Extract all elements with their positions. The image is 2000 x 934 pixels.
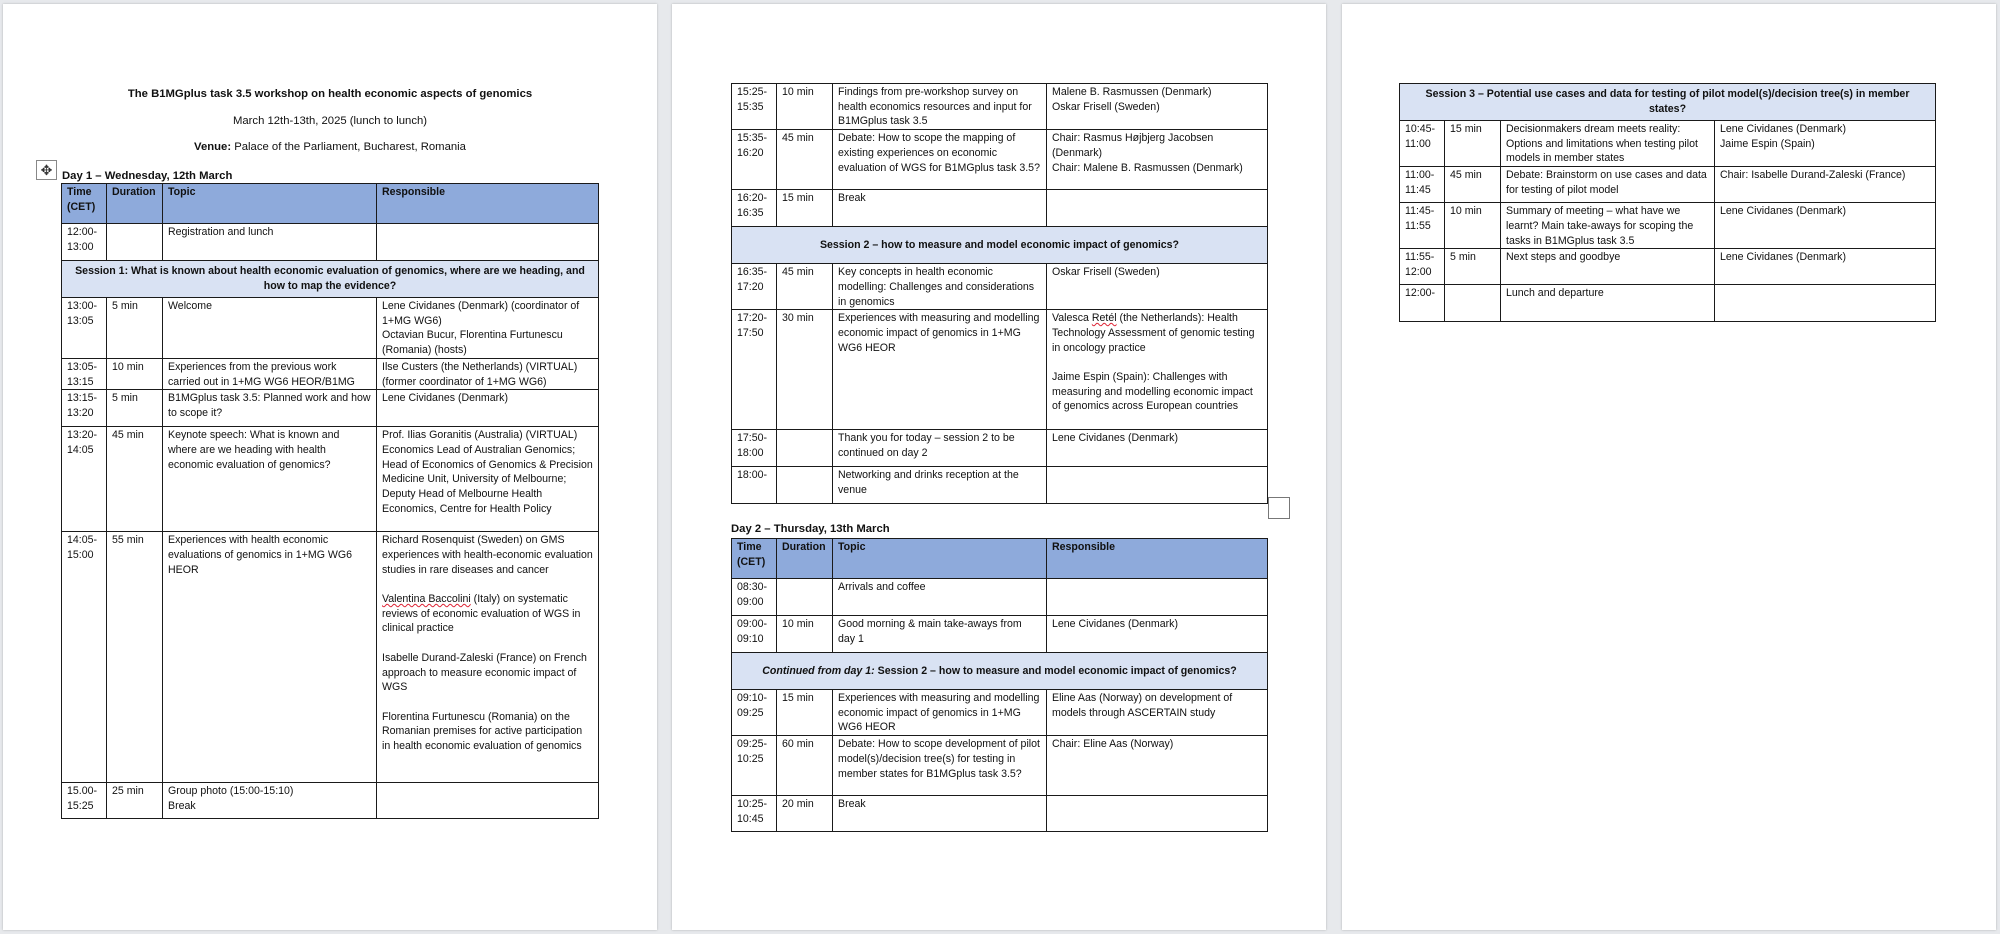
cell-responsible[interactable]: Oskar Frisell (Sweden)	[1047, 264, 1268, 310]
cell-time[interactable]: 13:05-13:15	[62, 358, 107, 389]
day2-schedule-table	[731, 538, 1268, 832]
cell-duration[interactable]: 15 min	[777, 690, 833, 736]
venue-label: Venue:	[194, 141, 232, 153]
table-row	[62, 532, 599, 783]
cell-responsible[interactable]	[377, 224, 599, 261]
cell-time[interactable]: 13:20-14:05	[62, 427, 107, 532]
cell-responsible[interactable]	[1047, 796, 1268, 832]
document-page-3	[1342, 4, 1996, 930]
table-header-row	[62, 184, 599, 224]
table-row	[62, 224, 599, 261]
session-row	[732, 653, 1268, 690]
cell-duration[interactable]	[107, 224, 163, 261]
table-row	[732, 310, 1268, 430]
table-row	[1400, 121, 1936, 167]
document-venue	[3, 141, 657, 153]
header-responsible: Responsible	[377, 184, 599, 224]
cell-duration[interactable]: 10 min	[777, 616, 833, 653]
table-row	[732, 616, 1268, 653]
cell-time[interactable]: 09:10-09:25	[732, 690, 777, 736]
cell-topic[interactable]: Debate: How to scope the mapping of existing experiences on economic evaluation of WGS for B1MGplus task 3.5?	[833, 130, 1047, 190]
cell-duration[interactable]: 45 min	[107, 427, 163, 532]
cell-responsible[interactable]: Lene Cividanes (Denmark)	[377, 390, 599, 427]
table-row	[732, 467, 1268, 504]
cell-time[interactable]: 15:25-15:35	[732, 84, 777, 130]
session-row	[62, 261, 599, 298]
cell-time[interactable]: 10:45-11:00	[1400, 121, 1445, 167]
day2-heading: Day 2 – Thursday, 13th March	[731, 523, 890, 535]
cell-duration[interactable]: 10 min	[777, 84, 833, 130]
cell-responsible[interactable]: Lene Cividanes (Denmark)	[1047, 430, 1268, 467]
responsible-line: Chair: Malene B. Rasmussen (Denmark)	[1052, 161, 1243, 174]
day1-heading: Day 1 – Wednesday, 12th March	[62, 170, 233, 182]
responsible-line: Lene Cividanes (Denmark) (coordinator of 1+MG WG6)	[382, 300, 580, 327]
spellcheck-word: Valentina Baccolini	[382, 593, 471, 606]
cell-topic[interactable]: B1MGplus task 3.5: Planned work and how to scope it?	[163, 390, 377, 427]
cell-time[interactable]: 12:00-	[1400, 285, 1445, 322]
session1-title[interactable]: Session 1: What is known about health economic evaluation of genomics, where are we heading, and how to map the evidence?	[62, 261, 599, 298]
session2-title[interactable]: Session 2 – how to measure and model economic impact of genomics?	[732, 227, 1268, 264]
table-row	[732, 736, 1268, 796]
table-row	[732, 84, 1268, 130]
table-row	[732, 579, 1268, 616]
cell-topic[interactable]: Break	[833, 796, 1047, 832]
responsible-line: Lene Cividanes (Denmark)	[1720, 123, 1847, 135]
cell-time[interactable]: 10:25-10:45	[732, 796, 777, 832]
cell-responsible[interactable]	[1047, 467, 1268, 504]
table-row	[1400, 249, 1936, 285]
cell-topic[interactable]: Debate: How to scope development of pilot model(s)/decision tree(s) for testing in member states for B1MGplus task 3.5?	[833, 736, 1047, 796]
cell-responsible[interactable]	[1047, 310, 1268, 430]
cell-topic[interactable]: Registration and lunch	[163, 224, 377, 261]
document-title: The B1MGplus task 3.5 workshop on health economic aspects of genomics	[127, 88, 533, 100]
responsible-line: Oskar Frisell (Sweden)	[1052, 100, 1160, 113]
cell-duration[interactable]	[777, 467, 833, 504]
cell-responsible[interactable]	[1715, 285, 1936, 322]
cell-duration[interactable]: 45 min	[1445, 167, 1501, 203]
cell-topic[interactable]	[163, 783, 377, 819]
header-duration: Duration	[107, 184, 163, 224]
cell-time[interactable]: 17:50-18:00	[732, 430, 777, 467]
table-row	[62, 298, 599, 359]
table-header-row	[732, 539, 1268, 579]
session-row	[732, 227, 1268, 264]
cell-duration[interactable]: 60 min	[777, 736, 833, 796]
responsible-line: Jaime Espin (Spain)	[1720, 137, 1815, 150]
cell-topic[interactable]: Lunch and departure	[1501, 285, 1715, 322]
table-row	[1400, 285, 1936, 322]
cell-time[interactable]: 11:45-11:55	[1400, 203, 1445, 249]
responsible-line: Malene B. Rasmussen (Denmark)	[1052, 86, 1212, 98]
cell-responsible[interactable]: Chair: Eline Aas (Norway)	[1047, 736, 1268, 796]
cell-time[interactable]: 18:00-	[732, 467, 777, 504]
header-topic: Topic	[833, 539, 1047, 579]
responsible-line: Isabelle Durand-Zaleski (France) on French approach to measure economic impact of WGS	[382, 651, 587, 694]
move-arrows-icon[interactable]: ✥	[36, 160, 57, 180]
document-dates: March 12th-13th, 2025 (lunch to lunch)	[232, 115, 428, 127]
cell-time[interactable]: 17:20-17:50	[732, 310, 777, 430]
cell-duration[interactable]: 25 min	[107, 783, 163, 819]
cell-responsible[interactable]: Eline Aas (Norway) on development of models through ASCERTAIN study	[1047, 690, 1268, 736]
cell-responsible[interactable]: Ilse Custers (the Netherlands) (VIRTUAL) (former coordinator of 1+MG WG6)	[377, 358, 599, 389]
header-time: Time (CET)	[62, 184, 107, 224]
cell-topic[interactable]: Summary of meeting – what have we learnt? Main take-aways for scoping the tasks in B1MGplus task 3.5	[1501, 203, 1715, 249]
cell-duration[interactable]: 20 min	[777, 796, 833, 832]
responsible-line: Richard Rosenquist (Sweden) on GMS experiences with health-economic evaluation studies in rare diseases and cancer	[382, 534, 593, 576]
responsible-text: (Italy) on systematic reviews of economic evaluation of WGS in clinical practice	[382, 593, 581, 635]
table-row	[732, 430, 1268, 467]
cell-duration[interactable]: 15 min	[1445, 121, 1501, 167]
table-row	[62, 358, 599, 389]
cell-responsible[interactable]: Lene Cividanes (Denmark)	[1715, 249, 1936, 285]
table-row	[732, 690, 1268, 736]
venue-value: Palace of the Parliament, Bucharest, Romania	[231, 141, 466, 153]
table-row	[62, 427, 599, 532]
cell-topic[interactable]: Experiences from the previous work carried out in 1+MG WG6 HEOR/B1MG	[163, 358, 377, 389]
document-page-1	[3, 4, 657, 930]
cell-time[interactable]: 11:55-12:00	[1400, 249, 1445, 285]
cell-responsible[interactable]	[1047, 190, 1268, 227]
cell-duration[interactable]: 5 min	[107, 298, 163, 359]
responsible-line	[1052, 311, 1262, 355]
responsible-line	[382, 592, 593, 636]
cell-topic[interactable]: Experiences with measuring and modelling economic impact of genomics in 1+MG WG6 HEOR	[833, 690, 1047, 736]
cell-topic[interactable]: Arrivals and coffee	[833, 579, 1047, 616]
cell-duration[interactable]: 45 min	[777, 264, 833, 310]
continued-label: Continued from day 1:	[762, 664, 875, 677]
cell-responsible[interactable]	[377, 298, 599, 359]
table-row	[732, 264, 1268, 310]
cell-topic[interactable]: Experiences with measuring and modelling economic impact of genomics in 1+MG WG6 HEOR	[833, 310, 1047, 430]
responsible-line: Octavian Bucur, Florentina Furtunescu (Romania) (hosts)	[382, 329, 563, 357]
cell-topic[interactable]: Good morning & main take-aways from day 1	[833, 616, 1047, 653]
cell-topic[interactable]: Experiences with health economic evaluations of genomics in 1+MG WG6 HEOR	[163, 532, 377, 783]
day1-schedule-table	[61, 183, 599, 819]
table-row	[62, 390, 599, 427]
header-responsible: Responsible	[1047, 539, 1268, 579]
cell-time[interactable]: 14:05-15:00	[62, 532, 107, 783]
cell-duration[interactable]: 10 min	[1445, 203, 1501, 249]
table-row	[732, 796, 1268, 832]
table-row	[732, 130, 1268, 190]
cell-time[interactable]: 13:15-13:20	[62, 390, 107, 427]
cell-responsible[interactable]: Lene Cividanes (Denmark)	[1047, 616, 1268, 653]
responsible-text: Valesca	[1052, 312, 1092, 325]
cell-duration[interactable]: 45 min	[777, 130, 833, 190]
topic-line: Break	[168, 799, 196, 812]
responsible-line: Florentina Furtunescu (Romania) on the Romanian premises for active participation in health economic evaluation of genomics	[382, 710, 583, 753]
cell-time[interactable]: 16:35-17:20	[732, 264, 777, 310]
cell-topic[interactable]: Key concepts in health economic modelling: Challenges and considerations in genomics	[833, 264, 1047, 310]
table-row	[62, 783, 599, 819]
session-row	[1400, 84, 1936, 121]
responsible-line: Chair: Rasmus Højbjerg Jacobsen (Denmark)	[1052, 132, 1214, 159]
table-row	[732, 190, 1268, 227]
topic-line: Group photo (15:00-15:10)	[168, 785, 294, 798]
cell-topic[interactable]: Thank you for today – session 2 to be continued on day 2	[833, 430, 1047, 467]
cell-topic[interactable]: Networking and drinks reception at the venue	[833, 467, 1047, 504]
cell-time[interactable]: 15:35-16:20	[732, 130, 777, 190]
cell-responsible[interactable]	[1047, 130, 1268, 190]
cell-responsible[interactable]: Chair: Isabelle Durand-Zaleski (France)	[1715, 167, 1936, 203]
session3-title[interactable]: Session 3 – Potential use cases and data for testing of pilot model(s)/decision tree(s) in member states?	[1400, 84, 1936, 121]
empty-checkbox[interactable]	[1268, 497, 1290, 519]
cell-duration[interactable]: 10 min	[107, 358, 163, 389]
cell-duration[interactable]	[1445, 285, 1501, 322]
cell-responsible[interactable]: Lene Cividanes (Denmark)	[1715, 203, 1936, 249]
cell-duration[interactable]: 15 min	[777, 190, 833, 227]
responsible-line: Jaime Espin (Spain): Challenges with measuring and modelling economic impact of genomics across European countries	[1052, 371, 1253, 413]
cell-topic[interactable]: Next steps and goodbye	[1501, 249, 1715, 285]
cell-responsible[interactable]	[377, 783, 599, 819]
continued-session-text: Session 2 – how to measure and model economic impact of genomics?	[874, 664, 1237, 677]
cell-responsible[interactable]	[1047, 579, 1268, 616]
cell-time[interactable]: 11:00-11:45	[1400, 167, 1445, 203]
cell-responsible[interactable]: Prof. Ilias Goranitis (Australia) (VIRTUAL) Economics Lead of Australian Genomics; Head of Economics of Genomics & Precision Medicine Unit, University of Melbourne; Deputy Head of Melbourne Health Economics, Centre for Health Policy	[377, 427, 599, 532]
cell-time[interactable]: 08:30-09:00	[732, 579, 777, 616]
cell-time[interactable]: 09:25-10:25	[732, 736, 777, 796]
header-duration: Duration	[777, 539, 833, 579]
header-topic: Topic	[163, 184, 377, 224]
table-row	[1400, 203, 1936, 249]
cell-topic[interactable]: Decisionmakers dream meets reality: Options and limitations when testing pilot models in member states	[1501, 121, 1715, 167]
cell-topic[interactable]: Keynote speech: What is known and where are we heading with health economic evaluation of genomics?	[163, 427, 377, 532]
day2-session3-table	[1399, 83, 1936, 322]
cell-time[interactable]: 15.00-15:25	[62, 783, 107, 819]
cell-time[interactable]: 09:00-09:10	[732, 616, 777, 653]
cell-duration[interactable]: 5 min	[1445, 249, 1501, 285]
cell-topic[interactable]: Break	[833, 190, 1047, 227]
document-page-2	[672, 4, 1326, 930]
table-row	[1400, 167, 1936, 203]
cell-time[interactable]: 16:20-16:35	[732, 190, 777, 227]
cell-time[interactable]: 13:00-13:05	[62, 298, 107, 359]
cell-duration[interactable]	[777, 579, 833, 616]
cell-responsible[interactable]	[1715, 121, 1936, 167]
cell-topic[interactable]: Debate: Brainstorm on use cases and data for testing of pilot model	[1501, 167, 1715, 203]
header-time: Time (CET)	[732, 539, 777, 579]
cell-topic[interactable]: Welcome	[163, 298, 377, 359]
cell-time[interactable]: 12:00-13:00	[62, 224, 107, 261]
cell-topic[interactable]: Findings from pre-workshop survey on health economics resources and input for B1MGplus task 3.5	[833, 84, 1047, 130]
cell-duration[interactable]	[777, 430, 833, 467]
cell-duration[interactable]: 30 min	[777, 310, 833, 430]
cell-duration[interactable]: 5 min	[107, 390, 163, 427]
responsible-text: (the Netherlands): Health Technology Assessment of genomic testing in oncology practice	[1052, 312, 1255, 354]
cell-responsible[interactable]	[377, 532, 599, 783]
cell-responsible[interactable]	[1047, 84, 1268, 130]
spellcheck-word: Retél	[1091, 312, 1117, 325]
cell-duration[interactable]: 55 min	[107, 532, 163, 783]
session2-continued-title[interactable]	[732, 653, 1268, 690]
day1-continued-table	[731, 83, 1268, 504]
